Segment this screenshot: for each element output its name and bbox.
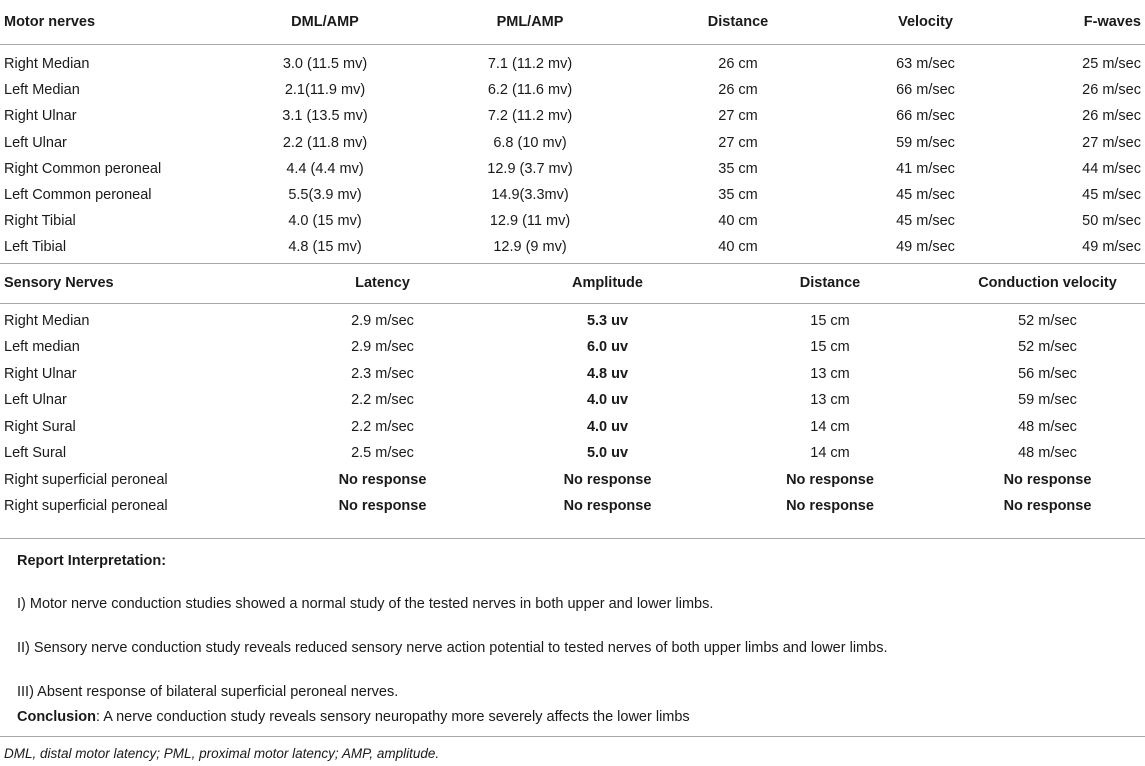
motor-cell: 12.9 (11 mv) bbox=[489, 213, 571, 230]
motor-header-cell: F-waves bbox=[1083, 14, 1141, 30]
motor-cell: 7.2 (11.2 mv) bbox=[487, 108, 573, 125]
sensory-cell: No response bbox=[338, 471, 427, 488]
sensory-row bbox=[0, 493, 1145, 520]
sensory-cell: 13 cm bbox=[810, 392, 850, 409]
motor-nerve-name: Right Common peroneal bbox=[4, 160, 162, 177]
sensory-cell: 4.0 uv bbox=[586, 392, 629, 409]
sensory-cell: 2.9 m/sec bbox=[351, 312, 414, 329]
motor-row bbox=[0, 208, 1145, 234]
sensory-nerve-name: Right Ulnar bbox=[4, 365, 77, 382]
motor-cell: 26 cm bbox=[718, 56, 758, 73]
motor-cell: 45 m/sec bbox=[896, 187, 955, 204]
sensory-cell: No response bbox=[563, 471, 652, 488]
sensory-cell: 2.2 m/sec bbox=[351, 418, 414, 435]
sensory-cell: No response bbox=[1003, 471, 1092, 488]
motor-cell: 3.1 (13.5 mv) bbox=[282, 108, 368, 125]
motor-cell: 26 m/sec bbox=[1082, 108, 1141, 125]
motor-cell: 41 m/sec bbox=[896, 160, 955, 177]
sensory-cell: 52 m/sec bbox=[1018, 339, 1077, 356]
sensory-header-cell: Distance bbox=[799, 275, 861, 291]
interpretation-item: I) Motor nerve conduction studies showed a normal study of the tested nerves in both upper and lower limbs. bbox=[17, 596, 714, 612]
motor-cell: 3.0 (11.5 mv) bbox=[282, 56, 368, 73]
motor-cell: 35 cm bbox=[718, 187, 758, 204]
motor-cell: 7.1 (11.2 mv) bbox=[487, 56, 573, 73]
motor-row bbox=[0, 45, 1145, 78]
motor-cell: 2.1(11.9 mv) bbox=[284, 82, 366, 99]
motor-cell: 27 cm bbox=[718, 134, 758, 151]
sensory-nerve-name: Left Sural bbox=[4, 445, 67, 462]
sensory-cell: 13 cm bbox=[810, 365, 850, 382]
conclusion bbox=[17, 709, 690, 725]
sensory-cell: 48 m/sec bbox=[1018, 445, 1077, 462]
sensory-row bbox=[0, 414, 1145, 441]
interpretation-item: III) Absent response of bilateral superficial peroneal nerves. bbox=[17, 684, 399, 700]
motor-row bbox=[0, 234, 1145, 262]
motor-cell: 6.2 (11.6 mv) bbox=[487, 82, 573, 99]
motor-nerve-name: Right Ulnar bbox=[4, 108, 77, 125]
motor-cell: 49 m/sec bbox=[896, 239, 955, 256]
sensory-cell: 2.3 m/sec bbox=[351, 365, 414, 382]
sensory-nerve-name: Left median bbox=[4, 339, 80, 356]
sensory-cell: No response bbox=[1003, 498, 1092, 515]
motor-cell: 66 m/sec bbox=[896, 82, 955, 99]
sensory-cell: 15 cm bbox=[810, 339, 850, 356]
motor-header-cell: Velocity bbox=[898, 14, 953, 30]
sensory-row bbox=[0, 303, 1145, 334]
motor-nerve-name: Right Median bbox=[4, 56, 90, 73]
motor-header-cell: PML/AMP bbox=[496, 14, 564, 30]
sensory-cell: No response bbox=[786, 471, 874, 488]
motor-cell: 12.9 (3.7 mv) bbox=[487, 160, 573, 177]
sensory-cell: 14 cm bbox=[810, 418, 850, 435]
motor-row bbox=[0, 77, 1145, 103]
sensory-cell: 2.2 m/sec bbox=[351, 392, 414, 409]
sensory-row bbox=[0, 334, 1145, 361]
motor-cell: 25 m/sec bbox=[1082, 56, 1141, 73]
sensory-cell: 6.0 uv bbox=[586, 339, 629, 356]
motor-row bbox=[0, 182, 1145, 208]
motor-cell: 14.9(3.3mv) bbox=[491, 187, 569, 204]
report-interpretation bbox=[0, 538, 1145, 735]
sensory-cell: 5.0 uv bbox=[586, 445, 629, 462]
conclusion-label: Conclusion bbox=[17, 709, 96, 725]
sensory-cell: 2.5 m/sec bbox=[351, 445, 414, 462]
motor-cell: 26 cm bbox=[718, 82, 758, 99]
motor-header-cell: DML/AMP bbox=[291, 14, 359, 30]
motor-cell: 4.0 (15 mv) bbox=[288, 213, 362, 230]
motor-cell: 50 m/sec bbox=[1082, 213, 1141, 230]
sensory-row bbox=[0, 387, 1145, 414]
motor-cell: 35 cm bbox=[718, 160, 758, 177]
sensory-header-row bbox=[0, 263, 1145, 303]
motor-cell: 4.8 (15 mv) bbox=[288, 239, 362, 256]
motor-cell: 5.5(3.9 mv) bbox=[288, 187, 362, 204]
motor-cell: 66 m/sec bbox=[896, 108, 955, 125]
motor-nerve-name: Right Tibial bbox=[4, 213, 76, 230]
footnote-text: DML, distal motor latency; PML, proximal motor latency; AMP, amplitude. bbox=[4, 746, 440, 761]
motor-header-cell: Distance bbox=[707, 14, 769, 30]
conclusion-text: : A nerve conduction study reveals sensory neuropathy more severely affects the lower limbs bbox=[95, 709, 690, 725]
interpretation-item: II) Sensory nerve conduction study reveals reduced sensory nerve action potential to tested nerves of both upper limbs and lower limbs. bbox=[17, 640, 888, 656]
table-footnote bbox=[0, 736, 1145, 766]
motor-nerve-name: Left Ulnar bbox=[4, 134, 67, 151]
motor-cell: 40 cm bbox=[718, 213, 758, 230]
sensory-nerves-table bbox=[0, 263, 1145, 520]
sensory-cell: 59 m/sec bbox=[1018, 392, 1077, 409]
motor-header-cell: Motor nerves bbox=[4, 14, 96, 30]
sensory-cell: 4.0 uv bbox=[586, 418, 629, 435]
sensory-nerve-name: Right superficial peroneal bbox=[4, 498, 168, 515]
motor-cell: 4.4 (4.4 mv) bbox=[286, 160, 364, 177]
interpretation-title: Report Interpretation: bbox=[17, 553, 167, 569]
motor-cell: 49 m/sec bbox=[1082, 239, 1141, 256]
motor-cell: 12.9 (9 mv) bbox=[493, 239, 567, 256]
motor-cell: 27 cm bbox=[718, 108, 758, 125]
sensory-cell: 4.8 uv bbox=[586, 365, 629, 382]
sensory-cell: 5.3 uv bbox=[586, 312, 629, 329]
sensory-row bbox=[0, 467, 1145, 494]
motor-row bbox=[0, 103, 1145, 129]
sensory-header-cell: Latency bbox=[355, 275, 410, 291]
motor-header-row bbox=[0, 0, 1145, 45]
motor-row bbox=[0, 130, 1145, 156]
motor-nerves-table bbox=[0, 0, 1145, 263]
motor-cell: 44 m/sec bbox=[1082, 160, 1141, 177]
motor-nerve-name: Left Tibial bbox=[4, 239, 67, 256]
sensory-cell: No response bbox=[563, 498, 652, 515]
sensory-cell: 2.9 m/sec bbox=[351, 339, 414, 356]
motor-cell: 26 m/sec bbox=[1082, 82, 1141, 99]
sensory-cell: 56 m/sec bbox=[1018, 365, 1077, 382]
sensory-cell: 14 cm bbox=[810, 445, 850, 462]
motor-cell: 2.2 (11.8 mv) bbox=[282, 134, 368, 151]
sensory-cell: No response bbox=[338, 498, 427, 515]
sensory-nerve-name: Right superficial peroneal bbox=[4, 471, 168, 488]
sensory-header-cell: Amplitude bbox=[572, 275, 643, 291]
sensory-row bbox=[0, 440, 1145, 467]
motor-nerve-name: Left Common peroneal bbox=[4, 187, 152, 204]
motor-nerve-name: Left Median bbox=[4, 82, 80, 99]
motor-cell: 45 m/sec bbox=[896, 213, 955, 230]
motor-row bbox=[0, 156, 1145, 182]
motor-cell: 27 m/sec bbox=[1082, 134, 1141, 151]
sensory-nerve-name: Right Median bbox=[4, 312, 90, 329]
sensory-row bbox=[0, 361, 1145, 388]
motor-cell: 6.8 (10 mv) bbox=[493, 134, 567, 151]
motor-cell: 45 m/sec bbox=[1082, 187, 1141, 204]
sensory-header-cell: Conduction velocity bbox=[978, 275, 1117, 291]
sensory-header-cell: Sensory Nerves bbox=[4, 275, 114, 291]
motor-cell: 59 m/sec bbox=[896, 134, 955, 151]
motor-cell: 40 cm bbox=[718, 239, 758, 256]
sensory-nerve-name: Left Ulnar bbox=[4, 392, 67, 409]
motor-cell: 63 m/sec bbox=[896, 56, 955, 73]
sensory-cell: No response bbox=[786, 498, 874, 515]
sensory-cell: 52 m/sec bbox=[1018, 312, 1077, 329]
sensory-cell: 15 cm bbox=[810, 312, 850, 329]
sensory-nerve-name: Right Sural bbox=[4, 418, 76, 435]
sensory-cell: 48 m/sec bbox=[1018, 418, 1077, 435]
